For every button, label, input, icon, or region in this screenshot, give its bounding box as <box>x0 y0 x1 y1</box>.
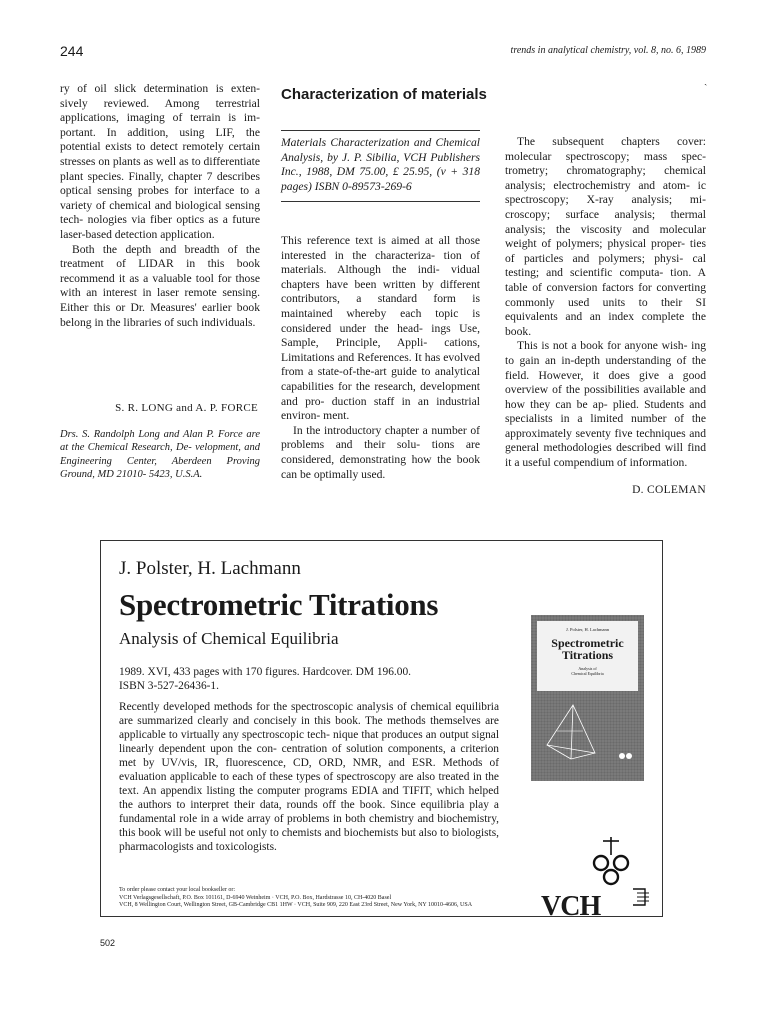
page-number: 244 <box>60 43 84 59</box>
cover-publisher-mark <box>617 751 635 761</box>
middle-paragraph-2: In the introductory chapter a number of problems and their solu- tions are considered, demonstrating how the book can be optimally used. <box>281 423 480 481</box>
middle-column <box>281 234 480 482</box>
footer-number: 502 <box>100 938 116 948</box>
right-column <box>505 135 706 471</box>
author-affiliation: Drs. S. Randolph Long and Alan P. Force are at the Chemical Research, De- velopment, and Engineering Center, Aberdeen Proving Ground, MD 21010- 5423, U.S.A. <box>60 429 260 481</box>
margin-mark: ˎ <box>704 75 708 86</box>
ad-title: Spectrometric Titrations <box>119 587 439 622</box>
order-address-2: VCH, 8 Wellington Court, Wellington Street, GB-Cambridge CB1 1HW · VCH, Suite 909, 220 East 23rd Street, New York, NY 10010-4606, USA <box>119 902 473 908</box>
middle-paragraph-1: This reference text is aimed at all those interested in the characteriza- tion of materials. Although the indi- vidual chapters have been written by different contributors, a standard form is maintained whereby each topic is considered under the head- ings Use, Sample, Principle, Appli- cations, Limitations and References. It has evolved from a state-of-the-art guide to analytical capabilities for the research, development and pro- duction staff in an industrial environ- ment. <box>281 234 480 423</box>
vch-logo-text: VCH <box>541 891 601 922</box>
book-reference <box>281 130 480 202</box>
book-cover-label <box>537 621 638 691</box>
left-paragraph-2: Both the depth and breadth of the treatment of LIDAR in this book recommend it as a valuable tool for those with an interest in laser remote sensing. Either this or Dr. Measures' earlier book belong in the libraries of such individuals. <box>60 242 260 329</box>
ad-authors: J. Polster, H. Lachmann <box>119 558 301 579</box>
order-address-1: VCH Verlagsgesellschaft, P.O. Box 101161, D-6940 Weinheim · VCH, P.O. Box, Hardstrasse 10, CH-4020 Basel <box>119 894 392 901</box>
ad-isbn: ISBN 3-527-26436-1. <box>119 680 219 692</box>
cover-authors: J. Polster, H. Lachmann <box>565 627 610 632</box>
section-title: Characterization of materials <box>281 86 487 103</box>
left-signature: S. R. LONG and A. P. FORCE <box>115 402 258 414</box>
book-cover-image <box>531 615 644 781</box>
order-intro: To order please contact your local bookseller or: <box>119 887 236 893</box>
ad-order-info <box>119 887 549 910</box>
book-advertisement <box>100 540 663 922</box>
right-paragraph-1: The subsequent chapters cover: molecular spectroscopy; mass spec- trometry; chromatography; chemical analysis; electrochemistry and atom- ic spectroscopy; X-ray analysis; mi- croscopy; surface analysis; thermal analysis; the viscosity and molecular weight of polymers; physical proper- ties of particles and polymers; physi- cal testing; and scientific computa- tion. A table of conversion factors for converting commonly used units to their SI equivalents and an index complete the book. <box>505 135 706 338</box>
left-paragraph-1: ry of oil slick determination is exten- sively reviewed. Among terrestrial applications, imaging of terrain is im- portant. In addition, using LIF, the potential exists to detect remotely certain stresses on plants as well as to differentiate plant species. Finally, chapter 7 describes optical sensing probes for interface to a variety of chemical and biological sensing tech- nologies via fiber optics as a future laser-based detection application. <box>60 82 260 241</box>
ad-description: Recently developed methods for the spectroscopic analysis of chemical equilibria are summarized clearly and concisely in this book. The methods themselves are applicable to virtually any spectroscopic tech- nique that produces an output signal linearly dependent upon the con- centration of solution components, a criterion met by UV/vis, IR, fluorescence, CD, ORD, NMR, and ESR. Methods of evaluation applicable to each of these types of spectroscopy are also treated in the text. An appendix listing the computer programs EDIA and TIFIT, which helped the authors to interpret their data, rounds off the book. Since equilibria play a fundamental role in a wide array of problems in both chemistry and biochemistry, this book will be useful not only to chemists and biochemists but also to biologists, pharmacologists and toxicologists. <box>119 701 499 853</box>
cover-title: Spectrometric Titrations <box>551 636 624 662</box>
right-paragraph-2: This is not a book for anyone wish- ing to gain an in-depth understanding of the field. However, it does give a good overview of the possibilities available and how they can be ap- plied. Students and specialists in a limited number of the approximately seventy five techniques and general methodologies described will find it a useful compendium of information. <box>505 339 706 470</box>
ad-pages-price: 1989. XVI, 433 pages with 170 figures. Hardcover. DM 196.00. <box>119 666 411 678</box>
tetrahedron-illustration <box>543 701 603 761</box>
left-column <box>60 82 260 330</box>
journal-header: trends in analytical chemistry, vol. 8, no. 6, 1989 <box>510 45 706 56</box>
ad-subtitle: Analysis of Chemical Equilibria <box>119 629 339 648</box>
cover-subtitle: Analysis of Chemical Equilibria <box>571 666 604 676</box>
right-signature: D. COLEMAN <box>632 484 706 496</box>
book-reference-text: Materials Characterization and Chemical Analysis, by J. P. Sibilia, VCH Publishers Inc., 1988, DM 75.00, £ 25.95, (v + 318 pages) ISBN 0-89573-269-6 <box>281 136 480 193</box>
ad-publication-details <box>119 665 411 693</box>
